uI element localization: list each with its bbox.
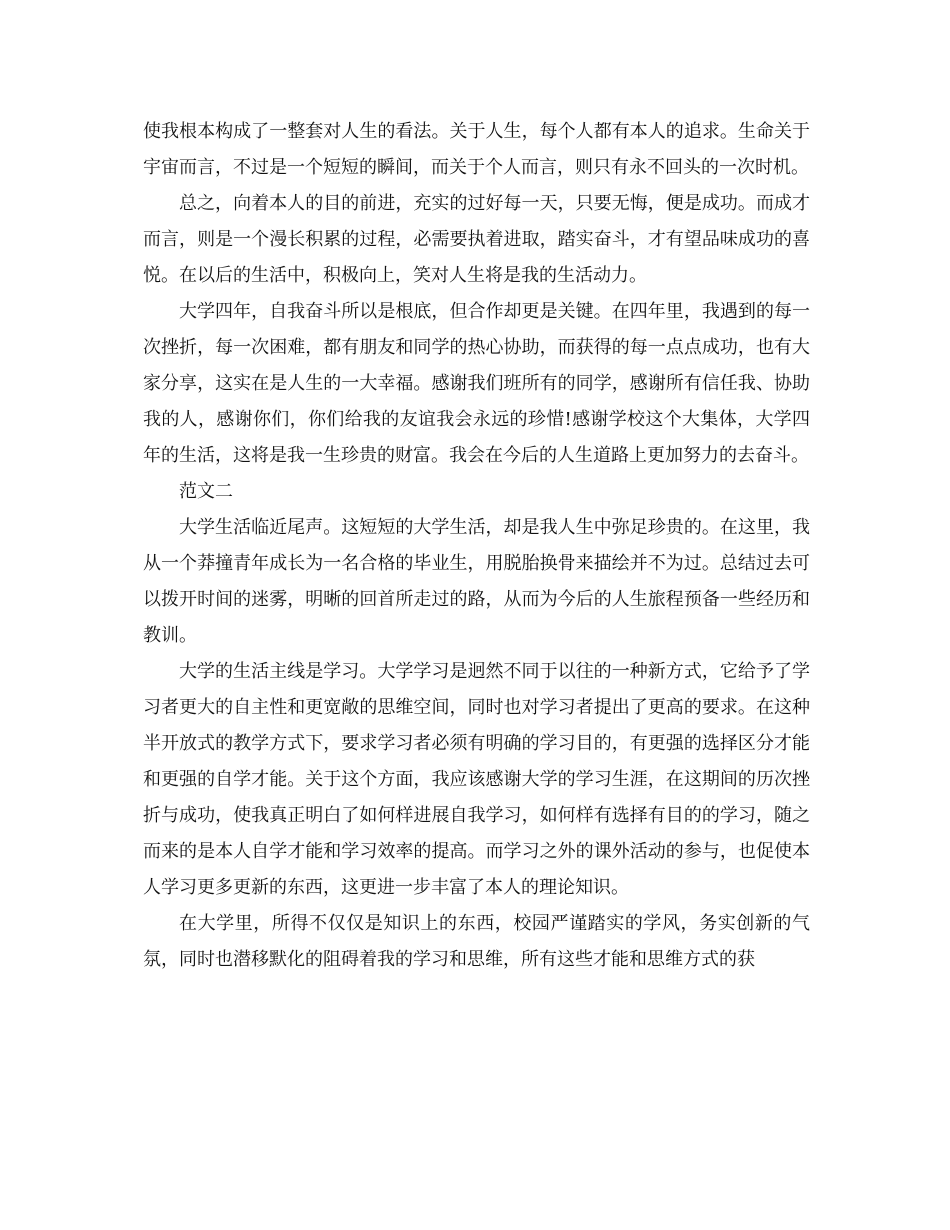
paragraph-4: 大学生活临近尾声。这短短的大学生活，却是我人生中弥足珍贵的。在这里，我从一个莽撞青年成长为一名合格的毕业生，用脱胎换骨来描绘并不为过。总结过去可以拨开时间的迷雾，明晰的回首所走过的路，从而为今后的人生旅程预备一些经历和教训。	[143, 517, 810, 646]
paragraph-3: 大学四年，自我奋斗所以是根底，但合作却更是关键。在四年里，我遇到的每一次挫折，每一次困难，都有朋友和同学的热心协助，而获得的每一点点成功，也有大家分享，这实在是人生的一大幸福。感谢我们班所有的同学，感谢所有信任我、协助我的人，感谢你们，你们给我的友谊我会永远的珍惜!感谢学校这个大集体，大学四年的生活，这将是我一生珍贵的财富。我会在今后的人生道路上更加努力的去奋斗。	[143, 301, 810, 466]
paragraph-2: 总之，向着本人的目的前进，充实的过好每一天，只要无悔，便是成功。而成才而言，则是一个漫长积累的过程，必需要执着进取，踏实奋斗，才有望品味成功的喜悦。在以后的生活中，积极向上，笑对人生将是我的生活动力。	[143, 193, 810, 286]
paragraph-1-continued: 使我根本构成了一整套对人生的看法。关于人生，每个人都有本人的追求。生命关于宇宙而言，不过是一个短短的瞬间，而关于个人而言，则只有永不回头的一次时机。	[143, 121, 810, 178]
paragraph-5: 大学的生活主线是学习。大学学习是迥然不同于以往的一种新方式，它给予了学习者更大的自主性和更宽敞的思维空间，同时也对学习者提出了更高的要求。在这种半开放式的教学方式下，要求学习者必须有明确的学习目的，有更强的选择区分才能和更强的自学才能。关于这个方面，我应该感谢大学的学习生涯，在这期间的历次挫折与成功，使我真正明白了如何样进展自我学习，如何样有选择有目的的学习，随之而来的是本人自学才能和学习效率的提高。而学习之外的课外活动的参与，也促使本人学习更多更新的东西，这更进一步丰富了本人的理论知识。	[143, 661, 810, 898]
section-heading: 范文二	[179, 481, 233, 502]
paragraph-6: 在大学里，所得不仅仅是知识上的东西，校园严谨踏实的学风，务实创新的气氛，同时也潜移默化的阻碍着我的学习和思维，所有这些才能和思维方式的获	[143, 913, 810, 970]
